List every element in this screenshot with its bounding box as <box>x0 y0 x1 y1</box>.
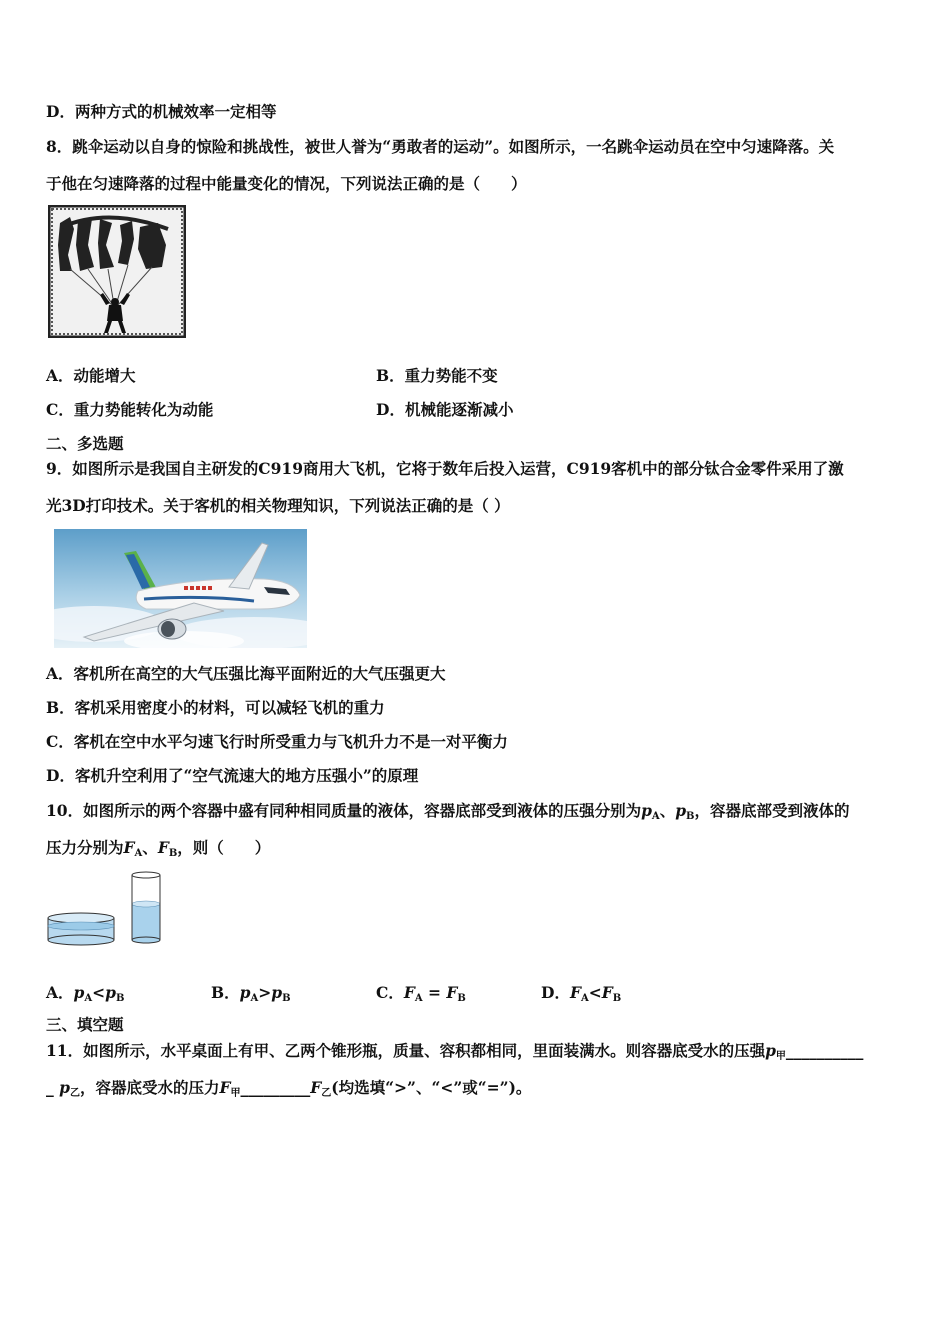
q10-option-a: A．$p_A<p_B$ <box>46 983 125 1004</box>
q8-option-d: D．机械能逐渐减小 <box>376 400 514 419</box>
section-multiple-choice: 二、多选题 <box>46 434 124 453</box>
q9-option-c: C．客机在空中水平匀速飞行时所受重力与飞机升力不是一对平衡力 <box>46 732 508 751</box>
q8-stem-line2: 于他在匀速降落的过程中能量变化的情况，下列说法正确的是（ ） <box>46 174 527 193</box>
q10-option-c: C．$F_A = F_B$ <box>376 983 466 1004</box>
q9-option-a: A．客机所在高空的大气压强比海平面附近的大气压强更大 <box>46 664 446 683</box>
q8-stem-line1: 8．跳伞运动以自身的惊险和挑战性，被世人誉为“勇敢者的运动”。如图所示，一名跳伞运动员在空中匀速降落。关 <box>46 137 835 156</box>
q10-option-d: D．$F_A<F_B$ <box>541 983 622 1004</box>
q7-option-d: D．两种方式的机械效率一定相等 <box>46 102 277 121</box>
c919-airplane-photo <box>54 529 307 648</box>
q10-stem-line2: 压力分别为$F_A$、$F_B$，则（ ） <box>46 838 271 859</box>
container-a <box>48 913 114 945</box>
q9-option-b: B．客机采用密度小的材料，可以减轻飞机的重力 <box>46 698 385 717</box>
section-fill-in: 三、填空题 <box>46 1015 124 1034</box>
q8-option-a: A．动能增大 <box>46 366 136 385</box>
parachutist-photo <box>48 205 186 338</box>
q9-option-d: D．客机升空利用了“空气流速大的地方压强小”的原理 <box>46 766 419 785</box>
q9-stem-line2: 光3D打印技术。关于客机的相关物理知识，下列说法正确的是（ ） <box>46 496 510 515</box>
q11-stem-line2: _ $p_乙$，容器底受水的压力$F_甲\_\_\_\_\_\_\_\_\_F_乙$(均选填“>”、“<”或“=”)。 <box>46 1078 532 1099</box>
container-b <box>132 872 160 943</box>
q11-blank-2[interactable]: _________ <box>240 1078 311 1097</box>
q11-blank-1[interactable]: __________ <box>785 1041 864 1060</box>
q9-stem-line1: 9．如图所示是我国自主研发的C919商用大飞机，它将于数年后投入运营，C919客机中的部分钛合金零件采用了激 <box>46 459 844 478</box>
q8-option-b: B．重力势能不变 <box>376 366 498 385</box>
q11-stem-line1: 11．如图所示，水平桌面上有甲、乙两个锥形瓶，质量、容积都相同，里面装满水。则容器底受水的压强$p_甲\_\_\_\_\_\_\_\_\_\_$ <box>46 1041 864 1062</box>
q10-option-b: B．$p_A>p_B$ <box>211 983 291 1004</box>
q10-stem-line1: 10．如图所示的两个容器中盛有同种相同质量的液体，容器底部受到液体的压强分别为$p_A$、$p_B$，容器底部受到液体的 <box>46 801 850 822</box>
q8-option-c: C．重力势能转化为动能 <box>46 400 214 419</box>
two-containers <box>46 870 166 946</box>
